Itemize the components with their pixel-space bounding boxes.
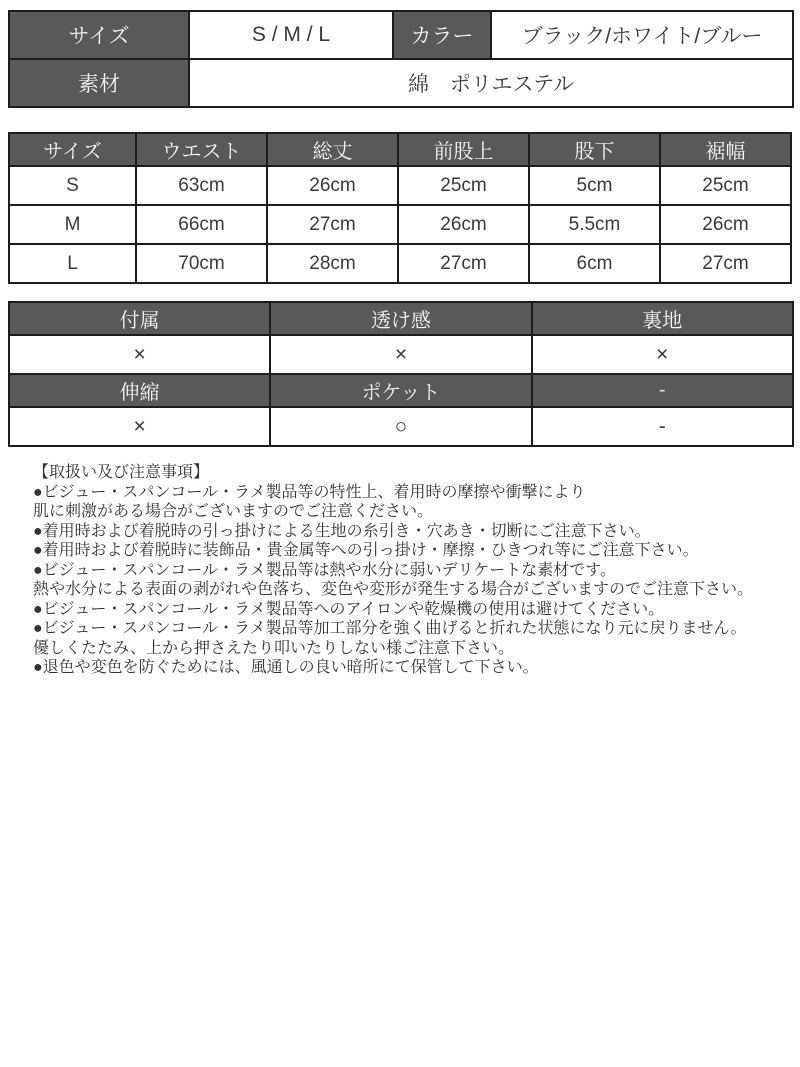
- features-table: [8, 301, 794, 447]
- handling-notes: [33, 463, 780, 678]
- note-line: ●退色や変色を防ぐためには、風通しの良い暗所にて保管して下さい。: [33, 659, 539, 676]
- spec-row-material: [9, 59, 793, 107]
- measurement-cell: 6cm: [529, 244, 660, 283]
- feature-value: ×: [270, 335, 531, 374]
- measurement-cell: 27cm: [267, 205, 398, 244]
- feature-header-pocket: ポケット: [270, 374, 531, 407]
- features-header-row-2: [9, 374, 793, 407]
- measurement-cell: 27cm: [398, 244, 529, 283]
- features-header-row-1: [9, 302, 793, 335]
- color-label: カラー: [393, 11, 491, 59]
- measurement-cell: 5cm: [529, 166, 660, 205]
- measurement-cell: 63cm: [136, 166, 267, 205]
- measurement-cell: 28cm: [267, 244, 398, 283]
- measurement-cell: 26cm: [660, 205, 791, 244]
- feature-header-blank: -: [532, 374, 793, 407]
- measurement-cell: 25cm: [660, 166, 791, 205]
- features-value-row-1: [9, 335, 793, 374]
- feature-value: -: [532, 407, 793, 446]
- measurement-cell: 25cm: [398, 166, 529, 205]
- size-cell: S: [9, 166, 136, 205]
- notes-title: 【取扱い及び注意事項】: [33, 464, 210, 481]
- note-line: ●ビジュー・スパンコール・ラメ製品等加工部分を強く曲げると折れた状態になり元に戻りません。: [33, 620, 747, 637]
- note-line: ●着用時および着脱時に装飾品・貴金属等への引っ掛け・摩擦・ひきつれ等にご注意下さい。: [33, 542, 699, 559]
- features-value-row-2: [9, 407, 793, 446]
- spec-row-size-color: [9, 11, 793, 59]
- note-line: 熱や水分による表面の剥がれや色落ち、変色や変形が発生する場合がございますのでご注意下さい。: [33, 581, 754, 598]
- size-label: サイズ: [9, 11, 189, 59]
- material-label: 素材: [9, 59, 189, 107]
- note-line: 優しくたたみ、上から押さえたり叩いたりしない様ご注意下さい。: [33, 639, 514, 657]
- note-line: ●着用時および着脱時の引っ掛けによる生地の糸引き・穴あき・切断にご注意下さい。: [33, 522, 651, 540]
- feature-header-lining: 裏地: [532, 302, 793, 335]
- column-header: 裾幅: [660, 133, 791, 166]
- spec-table: [8, 10, 794, 108]
- column-header: サイズ: [9, 133, 136, 166]
- measurements-table: [8, 132, 792, 284]
- measurement-cell: 70cm: [136, 244, 267, 283]
- feature-header-accessories: 付属: [9, 302, 270, 335]
- measurement-cell: 26cm: [267, 166, 398, 205]
- table-row-size-s: [9, 166, 791, 205]
- note-line: 肌に刺激がある場合がございますのでご注意ください。: [33, 503, 434, 520]
- feature-header-sheerness: 透け感: [270, 302, 531, 335]
- color-value: ブラック/ホワイト/ブルー: [491, 11, 793, 59]
- column-header: 股下: [529, 133, 660, 166]
- measurements-header-row: [9, 133, 791, 166]
- column-header: 前股上: [398, 133, 529, 166]
- size-cell: M: [9, 205, 136, 244]
- feature-value: ×: [532, 335, 793, 374]
- table-row-size-l: [9, 244, 791, 283]
- note-line: ●ビジュー・スパンコール・ラメ製品等は熱や水分に弱いデリケートな素材です。: [33, 561, 616, 579]
- column-header: ウエスト: [136, 133, 267, 166]
- measurement-cell: 5.5cm: [529, 205, 660, 244]
- note-line: ●ビジュー・スパンコール・ラメ製品等へのアイロンや乾燥機の使用は避けてください。: [33, 600, 665, 618]
- material-value: 綿 ポリエステル: [189, 59, 793, 107]
- size-cell: L: [9, 244, 136, 283]
- feature-value: ×: [9, 407, 270, 446]
- table-row-size-m: [9, 205, 791, 244]
- measurement-cell: 26cm: [398, 205, 529, 244]
- column-header: 総丈: [267, 133, 398, 166]
- feature-header-stretch: 伸縮: [9, 374, 270, 407]
- feature-value: ×: [9, 335, 270, 374]
- feature-value: ○: [270, 407, 531, 446]
- measurement-cell: 27cm: [660, 244, 791, 283]
- note-line: ●ビジュー・スパンコール・ラメ製品等の特性上、着用時の摩擦や衝撃により: [33, 483, 586, 501]
- size-value: S / M / L: [189, 11, 393, 59]
- measurement-cell: 66cm: [136, 205, 267, 244]
